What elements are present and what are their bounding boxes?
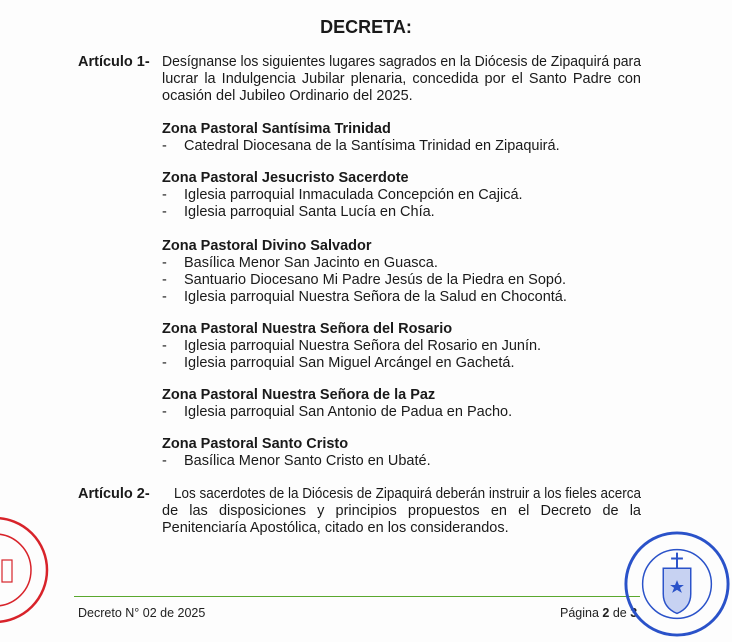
- list-bullet-dash: -: [162, 187, 167, 203]
- zone-heading: Zona Pastoral Divino Salvador: [162, 238, 372, 254]
- list-bullet-dash: -: [162, 138, 167, 154]
- zone-place-item: Iglesia parroquial Santa Lucía en Chía.: [184, 204, 435, 220]
- list-bullet-dash: -: [162, 289, 167, 305]
- zone-place-item: Iglesia parroquial Nuestra Señora de la Salud en Chocontá.: [184, 289, 567, 305]
- red-seal-stamp: [0, 510, 55, 630]
- page-current: 2: [602, 606, 610, 620]
- zone-place-item: Iglesia parroquial Nuestra Señora del Rosario en Junín.: [184, 338, 542, 354]
- footer-divider: [74, 596, 640, 597]
- zone-heading: Zona Pastoral Nuestra Señora del Rosario: [162, 321, 453, 337]
- zone-heading: Zona Pastoral Nuestra Señora de la Paz: [162, 387, 436, 403]
- article-2-line: de las disposiciones y principios propuestos en el Decreto de la: [162, 503, 641, 519]
- page-total: 3: [630, 606, 638, 620]
- blue-diocese-seal-stamp: [622, 528, 732, 640]
- list-bullet-dash: -: [162, 338, 167, 354]
- list-bullet-dash: -: [162, 272, 167, 288]
- list-bullet-dash: -: [162, 204, 167, 220]
- zone-place-item: Santuario Diocesano Mi Padre Jesús de la Piedra en Sopó.: [184, 272, 567, 288]
- decree-heading: DECRETA:: [320, 17, 412, 37]
- zone-heading: Zona Pastoral Jesucristo Sacerdote: [162, 170, 409, 186]
- zone-place-item: Iglesia parroquial San Miguel Arcángel en Gachetá.: [184, 355, 515, 371]
- page-prefix: Página: [560, 606, 603, 620]
- list-bullet-dash: -: [162, 255, 167, 271]
- zone-place-item: Catedral Diocesana de la Santísima Trinidad en Zipaquirá.: [184, 138, 560, 154]
- zone-place-item: Iglesia parroquial San Antonio de Padua en Pacho.: [184, 404, 513, 420]
- list-bullet-dash: -: [162, 404, 167, 420]
- list-bullet-dash: -: [162, 355, 167, 371]
- zone-place-item: Basílica Menor Santo Cristo en Ubaté.: [184, 453, 431, 469]
- article-1-line: lucrar la Indulgencia Jubilar plenaria, concedida por el Santo Padre con: [162, 71, 641, 87]
- article-1-line: Desígnanse los siguientes lugares sagrados en la Diócesis de Zipaquirá para: [162, 54, 641, 70]
- list-bullet-dash: -: [162, 453, 167, 469]
- footer-decree-number: Decreto N° 02 de 2025: [78, 606, 206, 620]
- zone-place-item: Basílica Menor San Jacinto en Guasca.: [184, 255, 438, 271]
- zone-heading: Zona Pastoral Santo Cristo: [162, 436, 349, 452]
- article-2-label: Artículo 2-: [78, 486, 150, 502]
- article-2-line: Los sacerdotes de la Diócesis de Zipaquirá deberán instruir a los fieles acerca: [174, 486, 641, 502]
- zone-place-item: Iglesia parroquial Inmaculada Concepción en Cajicá.: [184, 187, 523, 203]
- article-1-label: Artículo 1-: [78, 54, 150, 70]
- article-2-line: Penitenciaría Apostólica, citado en los considerandos.: [162, 520, 509, 536]
- zone-heading: Zona Pastoral Santísima Trinidad: [162, 121, 391, 137]
- article-1-line: ocasión del Jubileo Ordinario del 2025.: [162, 88, 413, 104]
- page-sep: de: [609, 606, 631, 620]
